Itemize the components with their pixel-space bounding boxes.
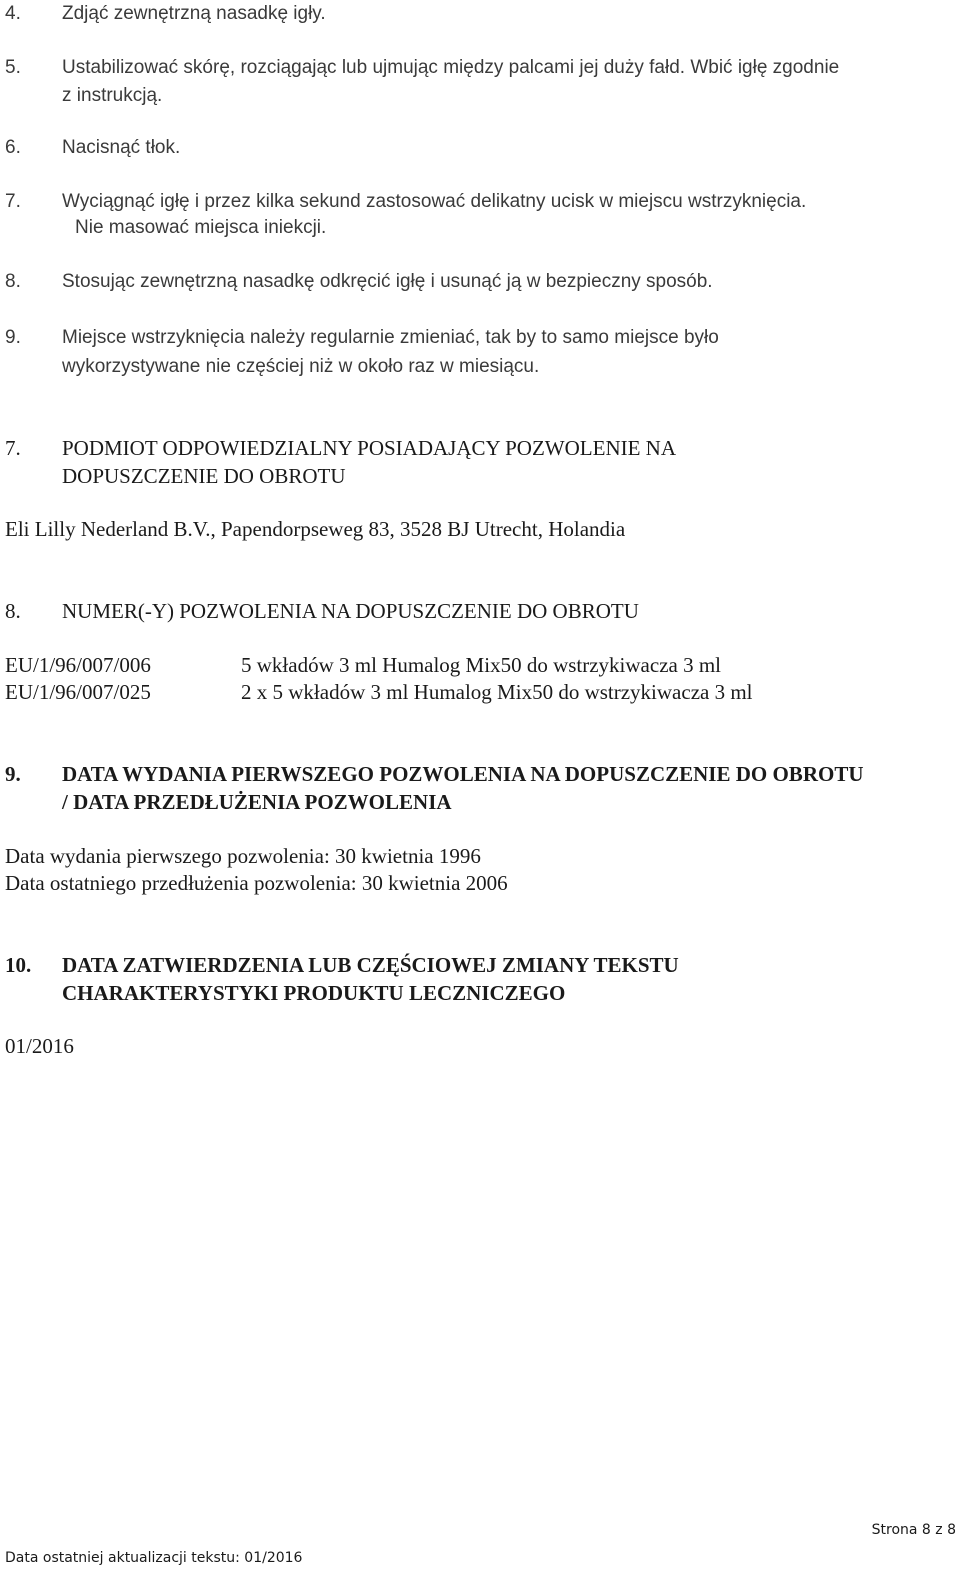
- section-number: 9.: [5, 762, 21, 786]
- section-title: DATA ZATWIERDZENIA LUB CZĘŚCIOWEJ ZMIANY TEKSTU: [62, 953, 679, 977]
- mah-address: Eli Lilly Nederland B.V., Papendorpseweg 83, 3528 BJ Utrecht, Holandia: [5, 517, 626, 541]
- section-title: / DATA PRZEDŁUŻENIA POZWOLENIA: [62, 790, 452, 814]
- instruction-number: 8.: [5, 271, 21, 292]
- authorization-description: 2 x 5 wkładów 3 ml Humalog Mix50 do wstrzykiwacza 3 ml: [241, 680, 753, 704]
- instruction-text: z instrukcją.: [62, 85, 163, 106]
- instruction-text: Miejsce wstrzyknięcia należy regularnie zmieniać, tak by to samo miejsce było: [62, 327, 719, 348]
- instruction-number: 6.: [5, 137, 21, 158]
- instruction-text: Wyciągnąć igłę i przez kilka sekund zastosować delikatny ucisk w miejscu wstrzyknięcia.: [62, 191, 807, 212]
- approval-date: 01/2016: [5, 1034, 74, 1058]
- instruction-text: Stosując zewnętrzną nasadkę odkręcić igłę i usunąć ją w bezpieczny sposób.: [62, 271, 713, 292]
- authorization-description: 5 wkładów 3 ml Humalog Mix50 do wstrzykiwacza 3 ml: [241, 653, 722, 677]
- instruction-number: 4.: [5, 3, 21, 24]
- section-title: NUMER(-Y) POZWOLENIA NA DOPUSZCZENIE DO OBROTU: [62, 599, 639, 623]
- authorization-code: EU/1/96/007/006: [5, 653, 151, 677]
- instruction-text: Nacisnąć tłok.: [62, 137, 181, 158]
- section-title: DOPUSZCZENIE DO OBROTU: [62, 464, 346, 488]
- page-number: Strona 8 z 8: [871, 1522, 956, 1538]
- authorization-code: EU/1/96/007/025: [5, 680, 151, 704]
- instruction-number: 7.: [5, 191, 21, 212]
- instruction-text: Nie masować miejsca iniekcji.: [75, 217, 327, 238]
- instruction-text: wykorzystywane nie częściej niż w około raz w miesiącu.: [62, 356, 540, 377]
- section-number: 10.: [5, 953, 32, 977]
- instruction-number: 5.: [5, 57, 21, 78]
- first-authorization-date: Data wydania pierwszego pozwolenia: 30 kwietnia 1996: [5, 844, 481, 868]
- section-title: CHARAKTERYSTYKI PRODUKTU LECZNICZEGO: [62, 981, 566, 1005]
- section-number: 8.: [5, 599, 21, 623]
- section-number: 7.: [5, 436, 21, 460]
- renewal-date: Data ostatniego przedłużenia pozwolenia: 30 kwietnia 2006: [5, 871, 508, 895]
- instruction-text: Ustabilizować skórę, rozciągając lub ujmując między palcami jej duży fałd. Wbić igłę zgodnie: [62, 57, 840, 78]
- section-title: PODMIOT ODPOWIEDZIALNY POSIADAJĄCY POZWOLENIE NA: [62, 436, 677, 460]
- instruction-text: Zdjąć zewnętrzną nasadkę igły.: [62, 3, 326, 24]
- section-title: DATA WYDANIA PIERWSZEGO POZWOLENIA NA DOPUSZCZENIE DO OBROTU: [62, 762, 864, 786]
- last-update-note: Data ostatniej aktualizacji tekstu: 01/2016: [5, 1550, 303, 1566]
- instruction-number: 9.: [5, 327, 21, 348]
